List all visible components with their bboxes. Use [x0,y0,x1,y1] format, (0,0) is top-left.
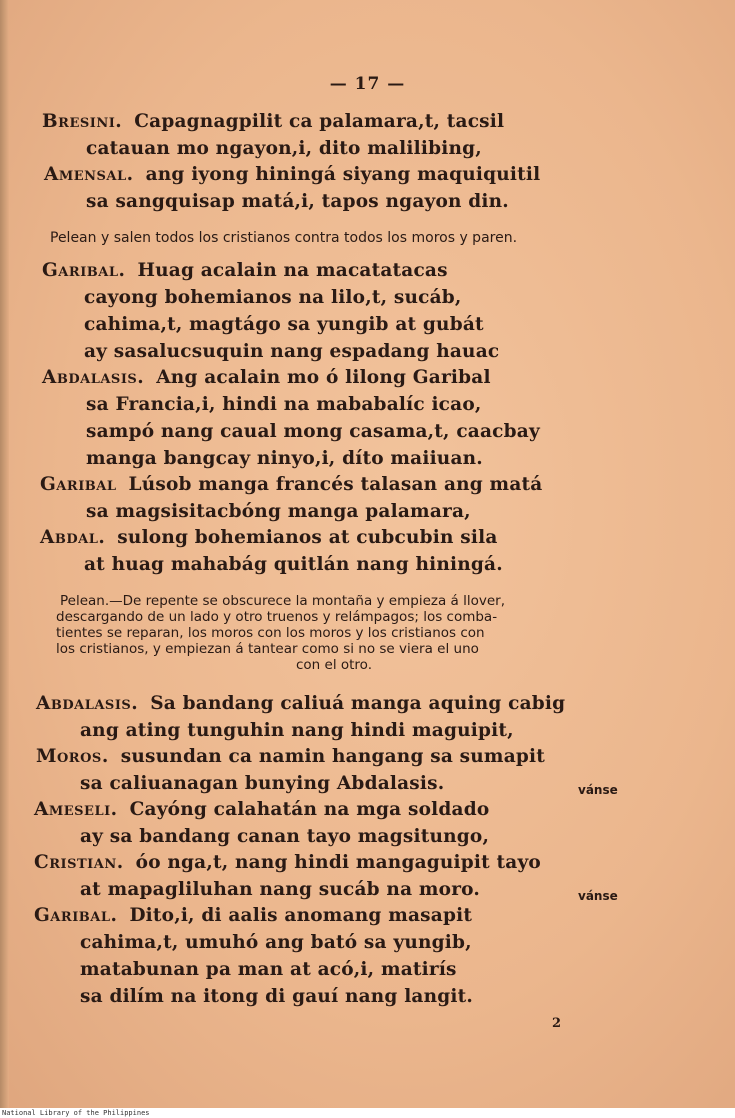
verse-text: sa sangquisap matá,i, tapos ngayon din. [86,191,509,212]
verse-line [86,421,540,442]
verse-line [80,932,472,953]
verse-line [86,394,482,415]
verse-line [84,554,503,575]
verse-line [80,826,489,847]
verse-line [80,773,444,794]
page-edge [0,0,9,1108]
speaker-name: Abdalasis. [36,693,139,714]
stage-direction-line: Pelean.—De repente se obscurece la montaña y empieza á llover, [60,593,506,609]
speaker-name: Abdal. [40,527,106,548]
verse-line [40,474,542,495]
speaker-name: Abdalasis. [42,367,145,388]
verse-text: Ang acalain mo ó lilong Garibal [156,367,491,388]
verse-line [86,138,482,159]
verse-text: manga bangcay ninyo,i, díto maiiuan. [86,448,483,469]
verse-line [86,191,509,212]
verse-line [86,448,483,469]
verse-line [34,852,541,873]
verse-line [80,986,473,1007]
verse-text: sampó nang caual mong casama,t, caacbay [86,421,540,442]
verse-text: ang iyong hiningá siyang maquiquitil [145,164,541,185]
stage-direction-line: con el otro. [296,657,372,673]
speaker-name: Moros. [36,746,109,767]
verse-line [36,746,545,767]
verse-line [84,287,462,308]
verse-text: sulong bohemianos at cubcubin sila [117,527,498,548]
verse-text: ay sa bandang canan tayo magsitungo, [80,826,490,847]
verse-text: Dito,i, di aalis anomang masapit [129,905,473,926]
page-number: — 17 — [329,74,406,94]
speaker-name: Cristian. [34,852,124,873]
verse-text: ay sasalucsuquin nang espadang hauac [84,341,500,362]
verse-line [84,314,484,335]
stage-direction-line: tientes se reparan, los moros con los moros y los cristianos con [56,625,485,641]
margin-note: vánse [578,889,618,903]
verse-line [80,959,457,980]
verse-text: sa Francia,i, hindi na mababalíc icao, [86,394,482,415]
verse-text: Sa bandang caliuá manga aquing cabig [150,693,566,714]
verse-text: at huag mahabág quitlán nang hiningá. [84,554,503,575]
verse-text: catauan mo ngayon,i, dito malilibing, [86,138,482,159]
verse-line [44,164,540,185]
stage-direction-line: descargando de un lado y otro truenos y relámpagos; los comba- [56,609,498,625]
speaker-name: Bresini. [42,111,123,132]
verse-line [34,799,489,820]
verse-line [84,341,499,362]
stage-direction: Pelean y salen todos los cristianos contra todos los moros y paren. [50,230,518,246]
speaker-name: Garibal. [42,260,126,281]
speaker-name: Garibal [40,474,117,495]
verse-line [80,720,514,741]
verse-text: Capagnagpilit ca palamara,t, tacsil [134,111,505,132]
verse-text: Lúsob manga francés talasan ang matá [128,474,543,495]
verse-line [34,905,472,926]
verse-text: sa caliuanagan bunying Abdalasis. [80,773,445,794]
stage-direction-line: los cristianos, y empiezan á tantear como si no se viera el uno [56,641,479,657]
verse-text: susundan ca namin hangang sa sumapit [120,746,546,767]
speaker-name: Ameseli. [34,799,118,820]
verse-text: matabunan pa man at acó,i, matirís [80,959,457,980]
footer-bar [0,1108,735,1118]
verse-text: at mapagliluhan nang sucáb na moro. [80,879,481,900]
verse-line [86,501,471,522]
verse-line [42,367,491,388]
speaker-name: Amensal. [44,164,134,185]
verse-line [42,111,504,132]
signature-mark: 2 [552,1016,562,1031]
verse-line [80,879,480,900]
verse-text: sa dilím na itong di gauí nang langit. [80,986,474,1007]
speaker-name: Garibal. [34,905,118,926]
verse-text: Cayóng calahatán na mga soldado [129,799,490,820]
verse-line [36,693,565,714]
footer-credit: National Library of the Philippines [2,1109,150,1117]
verse-line [40,527,498,548]
verse-text: ang ating tunguhin nang hindi maguipit, [80,720,514,741]
margin-note: vánse [578,783,618,797]
verse-text: Huag acalain na macatatacas [137,260,448,281]
verse-text: cahima,t, magtágo sa yungib at gubát [84,314,484,335]
verse-text: cayong bohemianos na lilo,t, sucáb, [84,287,462,308]
verse-text: cahima,t, umuhó ang bató sa yungib, [80,932,472,953]
verse-text: sa magsisitacbóng manga palamara, [86,501,471,522]
verse-text: óo nga,t, nang hindi mangaguipit tayo [135,852,541,873]
verse-line [42,260,448,281]
